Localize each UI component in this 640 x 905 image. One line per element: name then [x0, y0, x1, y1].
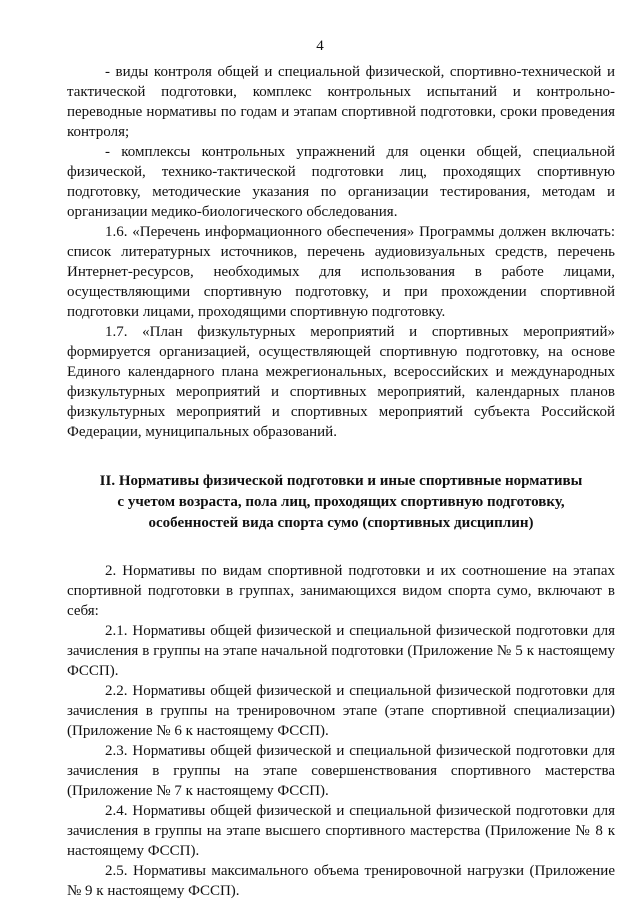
paragraph-2-2: 2.2. Нормативы общей физической и специальной физической подготовки для зачисления в группы на тренировочном этапе (этапе спортивной специализации) (Приложение № 6 к настоящему ФССП).: [67, 683, 615, 739]
paragraph-2-3: 2.3. Нормативы общей физической и специальной физической подготовки для зачисления в группы на этапе совершенствования спортивного мастерства (Приложение № 7 к настоящему ФССП).: [67, 743, 615, 799]
paragraph-2-1: 2.1. Нормативы общей физической и специальной физической подготовки для зачисления в группы на этапе начальной подготовки (Приложение № 5 к настоящему ФССП).: [67, 623, 615, 679]
paragraph-2: 2. Нормативы по видам спортивной подготовки и их соотношение на этапах спортивной подготовки в группах, занимающихся видом спорта сумо, включают в себя:: [67, 563, 615, 619]
section-heading: [67, 471, 615, 534]
section-heading-line: II. Нормативы физической подготовки и иные спортивные нормативы: [99, 473, 583, 489]
document-body: [67, 62, 615, 901]
paragraph-control-exercises: - комплексы контрольных упражнений для оценки общей, специальной физической, технико-тактической подготовки лиц, проходящих спортивную подготовку, методические указания по организации тестирования, методам и организации медико-биологического обследования.: [67, 144, 615, 220]
page-number: 4: [316, 38, 324, 54]
paragraph-1-7: 1.7. «План физкультурных мероприятий и спортивных мероприятий» формируется организацией, осуществляющей спортивную подготовку, на основе Единого календарного плана межрегиональных, всероссийских и международных физкультурных мероприятий и спортивных мероприятий, календарных планов физкультурных мероприятий и спортивных мероприятий субъекта Российской Федерации, муниципальных образований.: [67, 324, 615, 440]
paragraph-control-types: - виды контроля общей и специальной физической, спортивно-технической и тактической подготовки, комплекс контрольных испытаний и контрольно-переводные нормативы по годам и этапам спортивной подготовки, сроки проведения контроля;: [67, 64, 615, 140]
paragraph-2-4: 2.4. Нормативы общей физической и специальной физической подготовки для зачисления в группы на этапе высшего спортивного мастерства (Приложение № 8 к настоящему ФССП).: [67, 803, 615, 859]
paragraph-2-5: 2.5. Нормативы максимального объема тренировочной нагрузки (Приложение № 9 к настоящему ФССП).: [67, 863, 615, 899]
paragraph-1-6: 1.6. «Перечень информационного обеспечения» Программы должен включать: список литературных источников, перечень аудиовизуальных средств, перечень Интернет-ресурсов, необходимых для использования в работе лицами, осуществляющими спортивную подготовку, и при прохождении спортивной подготовки лицами, проходящими спортивную подготовку.: [67, 224, 615, 320]
section-heading-line: с учетом возраста, пола лиц, проходящих спортивную подготовку,: [117, 494, 565, 510]
section-heading-line: особенностей вида спорта сумо (спортивных дисциплин): [148, 515, 534, 531]
